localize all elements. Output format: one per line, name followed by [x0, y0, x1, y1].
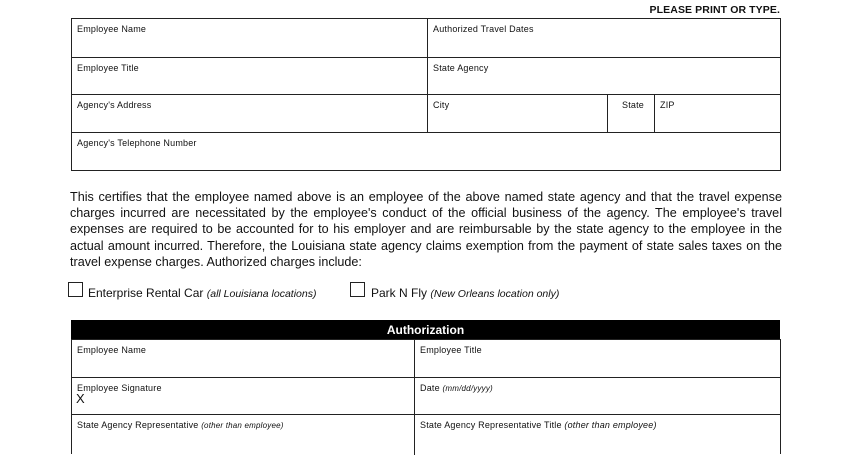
agency-phone-label: Agency's Telephone Number — [77, 138, 197, 148]
employee-signature-field[interactable] — [72, 378, 415, 415]
rep-field[interactable] — [72, 415, 415, 455]
city-field[interactable] — [428, 95, 608, 133]
travel-dates-field[interactable] — [428, 19, 781, 58]
enterprise-rental-note: (all Louisiana locations) — [206, 288, 317, 300]
rep-label-wrap — [77, 420, 284, 430]
auth-employee-name-label: Employee Name — [77, 345, 147, 355]
rep-title-note: (other than employee) — [564, 420, 657, 430]
employee-info-form — [71, 18, 781, 171]
travel-dates-label: Authorized Travel Dates — [433, 24, 534, 34]
employee-name-field[interactable] — [72, 19, 428, 58]
signature-x-mark: X — [76, 391, 85, 406]
auth-employee-title-field[interactable] — [415, 340, 781, 378]
date-format: (mm/dd/yyyy) — [442, 384, 493, 393]
auth-employee-name-field[interactable] — [72, 340, 415, 378]
state-agency-field[interactable] — [428, 58, 781, 95]
park-n-fly-option — [371, 286, 559, 300]
state-label: State — [622, 100, 645, 110]
park-n-fly-note: (New Orleans location only) — [430, 288, 560, 300]
zip-field[interactable] — [655, 95, 781, 133]
print-notice: PLEASE PRINT OR TYPE. — [649, 4, 780, 16]
enterprise-rental-option — [88, 286, 316, 300]
park-n-fly-label: Park N Fly — [371, 286, 428, 300]
agency-address-field[interactable] — [72, 95, 428, 133]
park-n-fly-checkbox[interactable] — [350, 282, 365, 297]
date-label-wrap — [420, 383, 493, 393]
auth-employee-title-label: Employee Title — [420, 345, 482, 355]
zip-label: ZIP — [660, 100, 675, 110]
rep-note: (other than employee) — [201, 421, 284, 430]
employee-title-field[interactable] — [72, 58, 428, 95]
employee-name-label: Employee Name — [77, 24, 147, 34]
rep-title-label: State Agency Representative Title — [420, 420, 562, 430]
employee-title-label: Employee Title — [77, 63, 139, 73]
enterprise-rental-checkbox[interactable] — [68, 282, 83, 297]
state-field[interactable] — [608, 95, 655, 133]
date-label: Date — [420, 383, 440, 393]
certification-text: This certifies that the employee named above is an employee of the above named state agency and that the travel expense charges incurred are necessitated by the employee's conduct of the official business of the agency. The employee's travel expenses are required to be accounted for to his employer and are reimbursable by the state agency to the employee in the actual amount incurred. Therefore, the Louisiana state agency claims exemption from the payment of state sales taxes on the travel expense charges. Authorized charges include: — [70, 190, 782, 269]
authorization-form — [71, 339, 781, 454]
agency-address-label: Agency's Address — [77, 100, 152, 110]
rep-title-label-wrap — [420, 420, 657, 430]
city-label: City — [433, 100, 450, 110]
state-agency-label: State Agency — [433, 63, 489, 73]
rep-label: State Agency Representative — [77, 420, 199, 430]
enterprise-rental-label: Enterprise Rental Car — [88, 286, 204, 300]
rep-title-field[interactable] — [415, 415, 781, 455]
date-field[interactable] — [415, 378, 781, 415]
agency-phone-field[interactable] — [72, 133, 781, 171]
employee-signature-label: Employee Signature — [77, 383, 162, 393]
authorization-header: Authorization — [71, 320, 780, 339]
